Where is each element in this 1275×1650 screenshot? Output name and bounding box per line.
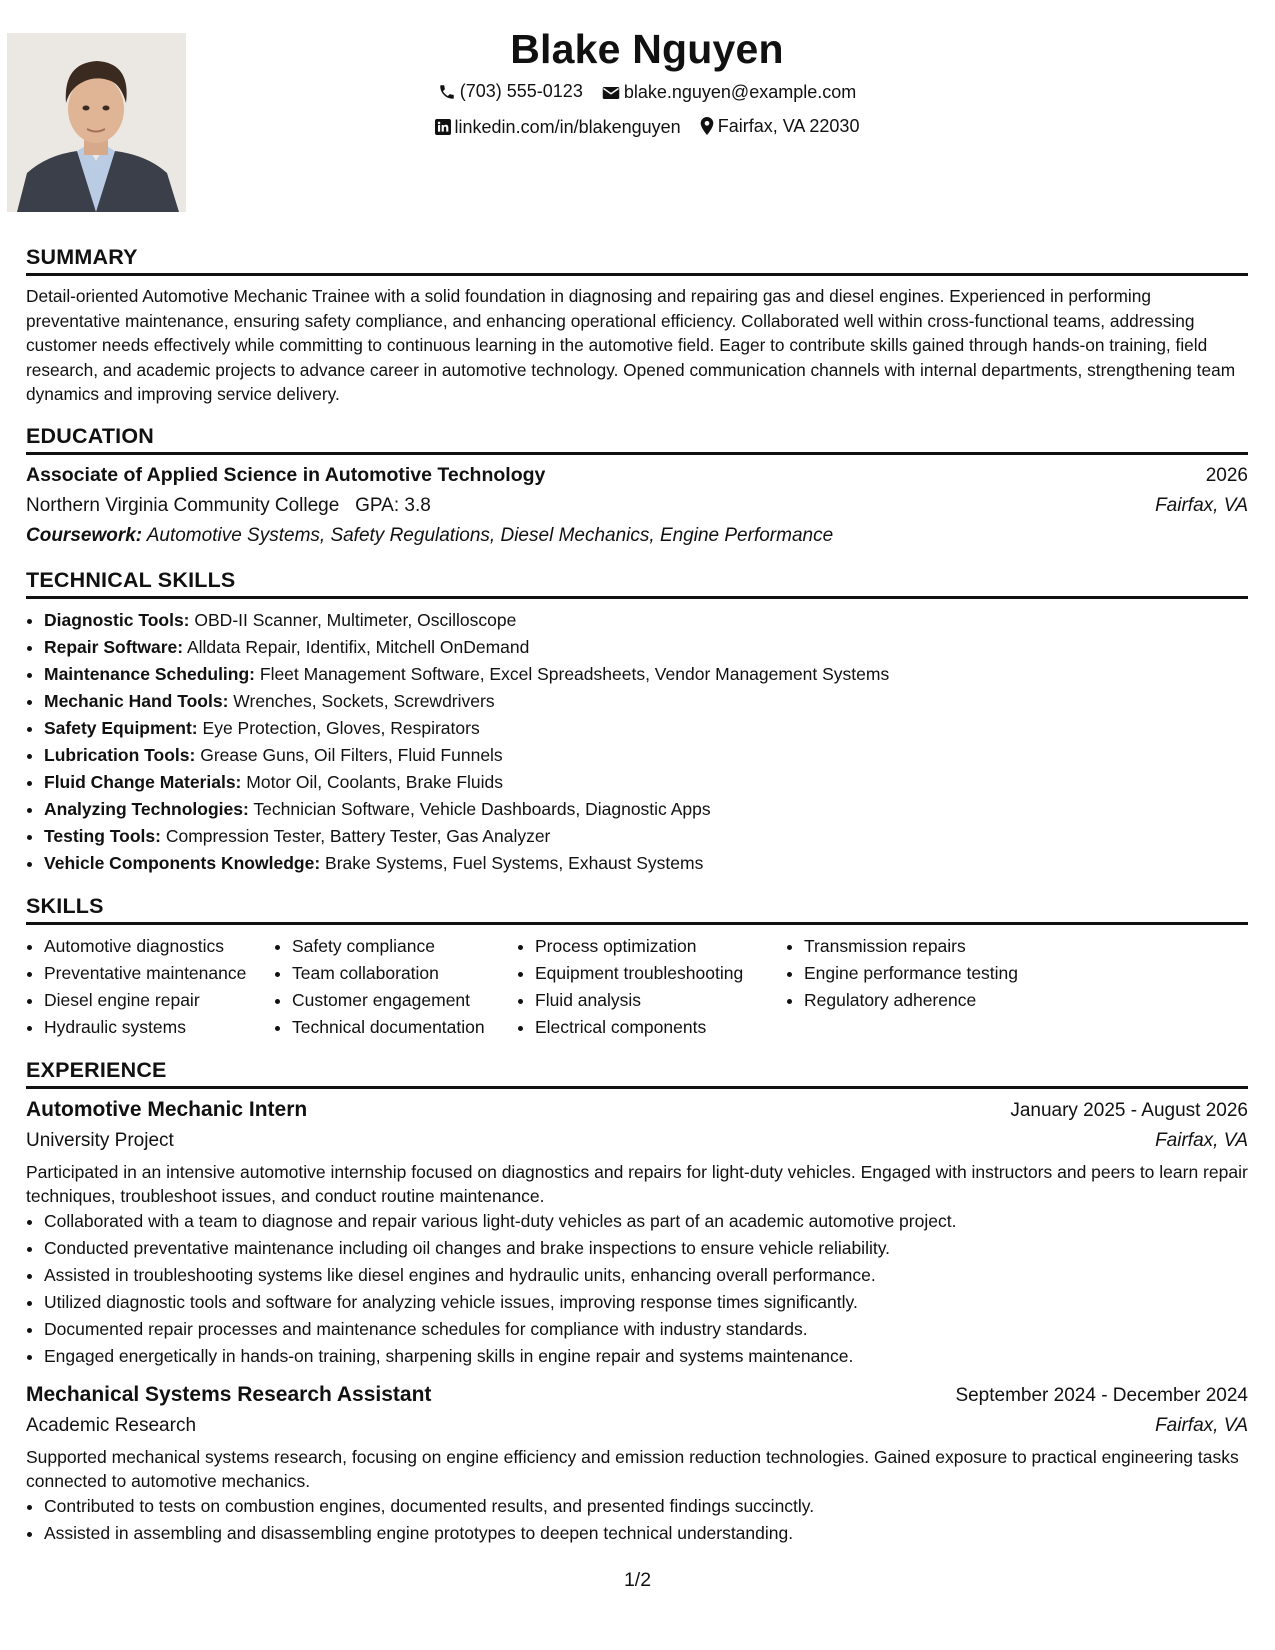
list-item: • Documented repair processes and maintenance schedules for compliance with industry standards. — [44, 1316, 1248, 1343]
job-location: Fairfax, VA — [1155, 1414, 1248, 1436]
skill-value: OBD-II Scanner, Multimeter, Oscilloscope — [194, 609, 517, 630]
list-item — [44, 823, 1248, 850]
list-item: • Contributed to tests on combustion engines, documented results, and presented findings succinctly. — [44, 1493, 1248, 1520]
email-text[interactable]: blake.nguyen@example.com — [623, 82, 857, 102]
education-heading: EDUCATION — [26, 423, 1248, 455]
education-section — [26, 423, 1248, 551]
graduation-year: 2026 — [1205, 464, 1248, 486]
location-text: Fairfax, VA 22030 — [717, 115, 860, 136]
list-item: • Utilized diagnostic tools and software for analyzing vehicle issues, improving response times significantly. — [44, 1289, 1248, 1316]
coursework-list: Automotive Systems, Safety Regulations, Diesel Mechanics, Engine Performance — [146, 524, 834, 546]
experience-section — [26, 1057, 1248, 1547]
skills-column — [535, 933, 804, 1041]
skill-label: Analyzing Technologies: — [44, 798, 249, 819]
email-contact[interactable] — [602, 77, 856, 108]
phone-icon — [438, 83, 456, 101]
skill-label: Lubrication Tools: — [44, 744, 196, 765]
list-item — [44, 661, 1248, 688]
list-item: • Fluid analysis — [535, 987, 804, 1014]
skill-value: Compression Tester, Battery Tester, Gas Analyzer — [165, 825, 551, 846]
job-title: Mechanical Systems Research Assistant — [26, 1382, 432, 1406]
linkedin-text[interactable]: linkedin.com/in/blakenguyen — [454, 116, 681, 137]
summary-text: Detail-oriented Automotive Mechanic Trainee with a solid foundation in diagnosing and repairing gas and diesel engines. Experienced in performing preventative maintenance, ensuring safety compliance, and enhancing operational efficiency. Collaborated well within cross-functional teams, addressing customer needs effectively while committing to continuous learning in the automotive field. Eager to contribute skills gained through hands-on training, field research, and academic projects to advance career in automotive technology. Opened communication channels with internal departments, strengthening team dynamics and improving service delivery. — [26, 286, 1236, 404]
skills-grid — [26, 933, 1248, 1041]
job-organization: Academic Research — [26, 1414, 197, 1436]
summary-section — [26, 244, 1248, 407]
list-item: • Hydraulic systems — [44, 1014, 292, 1041]
job-location: Fairfax, VA — [1155, 1129, 1248, 1151]
contact-line-2 — [26, 111, 1248, 146]
job-title: Automotive Mechanic Intern — [26, 1097, 308, 1121]
skill-value: Motor Oil, Coolants, Brake Fluids — [246, 771, 504, 792]
skill-label: Fluid Change Materials: — [44, 771, 242, 792]
list-item: • Equipment troubleshooting — [535, 960, 804, 987]
skill-label: Mechanic Hand Tools: — [44, 690, 229, 711]
list-item: • Regulatory adherence — [804, 987, 1064, 1014]
list-item: • Engaged energetically in hands-on training, sharpening skills in engine repair and systems maintenance. — [44, 1343, 1248, 1370]
job-bullets — [26, 1493, 1248, 1547]
contact-line-1 — [26, 76, 1248, 111]
list-item: • Process optimization — [535, 933, 804, 960]
phone-contact — [438, 76, 583, 107]
list-item: • Diesel engine repair — [44, 987, 292, 1014]
list-item: • Collaborated with a team to diagnose and repair various light-duty vehicles as part of an academic automotive project. — [44, 1208, 1248, 1235]
skill-label: Repair Software: — [44, 636, 184, 657]
location-contact — [700, 111, 860, 142]
job-description: Participated in an intensive automotive internship focused on diagnostics and repairs for light-duty vehicles. Engaged with instructors and peers to learn repair techniques, troubleshoot issues, and conduct routine maintenance. — [26, 1161, 1248, 1206]
skills-heading: SKILLS — [26, 893, 1248, 925]
list-item — [44, 796, 1248, 823]
skills-section — [26, 893, 1248, 1041]
skill-value: Technician Software, Vehicle Dashboards, Diagnostic Apps — [253, 798, 711, 819]
phone-text: (703) 555-0123 — [459, 81, 583, 101]
degree-title: Associate of Applied Science in Automotive Technology — [26, 463, 546, 486]
job-description: Supported mechanical systems research, focusing on engine efficiency and emission reduction technologies. Gained exposure to practical engineering tasks connected to automotive mechanics. — [26, 1446, 1239, 1491]
skill-value: Grease Guns, Oil Filters, Fluid Funnels — [200, 744, 503, 765]
list-item: • Safety compliance — [292, 933, 535, 960]
skill-label: Safety Equipment: — [44, 717, 198, 738]
experience-heading: EXPERIENCE — [26, 1057, 1248, 1089]
coursework-label: Coursework: — [26, 524, 143, 546]
job-bullets — [26, 1208, 1248, 1370]
list-item: • Electrical components — [535, 1014, 804, 1041]
skills-column — [26, 933, 292, 1041]
school-name: Northern Virginia Community College — [26, 494, 340, 516]
skill-value: Fleet Management Software, Excel Spreadsheets, Vendor Management Systems — [259, 663, 890, 684]
skill-value: Alldata Repair, Identifix, Mitchell OnDemand — [186, 636, 530, 657]
list-item: • Transmission repairs — [804, 933, 1064, 960]
technical-skills-heading: TECHNICAL SKILLS — [26, 567, 1248, 599]
linkedin-contact[interactable] — [435, 112, 681, 143]
list-item: • Engine performance testing — [804, 960, 1064, 987]
list-item — [44, 634, 1248, 661]
skill-value: Eye Protection, Gloves, Respirators — [202, 717, 480, 738]
envelope-icon — [602, 85, 620, 101]
skill-label: Maintenance Scheduling: — [44, 663, 255, 684]
skill-label: Testing Tools: — [44, 825, 161, 846]
job-dates: September 2024 - December 2024 — [955, 1384, 1248, 1406]
skill-value: Wrenches, Sockets, Screwdrivers — [233, 690, 495, 711]
coursework-line — [26, 521, 1248, 551]
technical-skills-list — [26, 607, 1248, 877]
list-item — [44, 688, 1248, 715]
list-item: • Preventative maintenance — [44, 960, 292, 987]
job-organization: University Project — [26, 1129, 174, 1151]
skill-value: Brake Systems, Fuel Systems, Exhaust Systems — [325, 852, 704, 873]
list-item: • Team collaboration — [292, 960, 535, 987]
list-item — [44, 769, 1248, 796]
job-entry — [26, 1380, 1248, 1547]
job-dates: January 2025 - August 2026 — [1010, 1099, 1248, 1121]
resume-header — [26, 22, 1248, 145]
skill-label: Vehicle Components Knowledge: — [44, 852, 321, 873]
linkedin-icon — [435, 119, 451, 135]
candidate-name: Blake Nguyen — [510, 26, 784, 72]
list-item: • Automotive diagnostics — [44, 933, 292, 960]
skill-label: Diagnostic Tools: — [44, 609, 190, 630]
list-item: • Assisted in troubleshooting systems like diesel engines and hydraulic units, enhancing overall performance. — [44, 1262, 1248, 1289]
list-item: • Conducted preventative maintenance including oil changes and brake inspections to ensure vehicle reliability. — [44, 1235, 1248, 1262]
technical-skills-section — [26, 567, 1248, 877]
list-item: • Technical documentation — [292, 1014, 535, 1041]
list-item: • Assisted in assembling and disassembling engine prototypes to deepen technical understanding. — [44, 1520, 1248, 1547]
list-item — [44, 850, 1248, 877]
school-location: Fairfax, VA — [1155, 494, 1248, 516]
skills-column — [292, 933, 535, 1041]
summary-heading: SUMMARY — [26, 244, 1248, 276]
list-item — [44, 715, 1248, 742]
page-number: 1/2 — [623, 1569, 652, 1591]
job-entry — [26, 1095, 1248, 1370]
map-pin-icon — [700, 117, 714, 135]
gpa: GPA: 3.8 — [355, 494, 431, 516]
list-item — [44, 607, 1248, 634]
list-item: • Customer engagement — [292, 987, 535, 1014]
skills-column — [804, 933, 1064, 1041]
list-item — [44, 742, 1248, 769]
